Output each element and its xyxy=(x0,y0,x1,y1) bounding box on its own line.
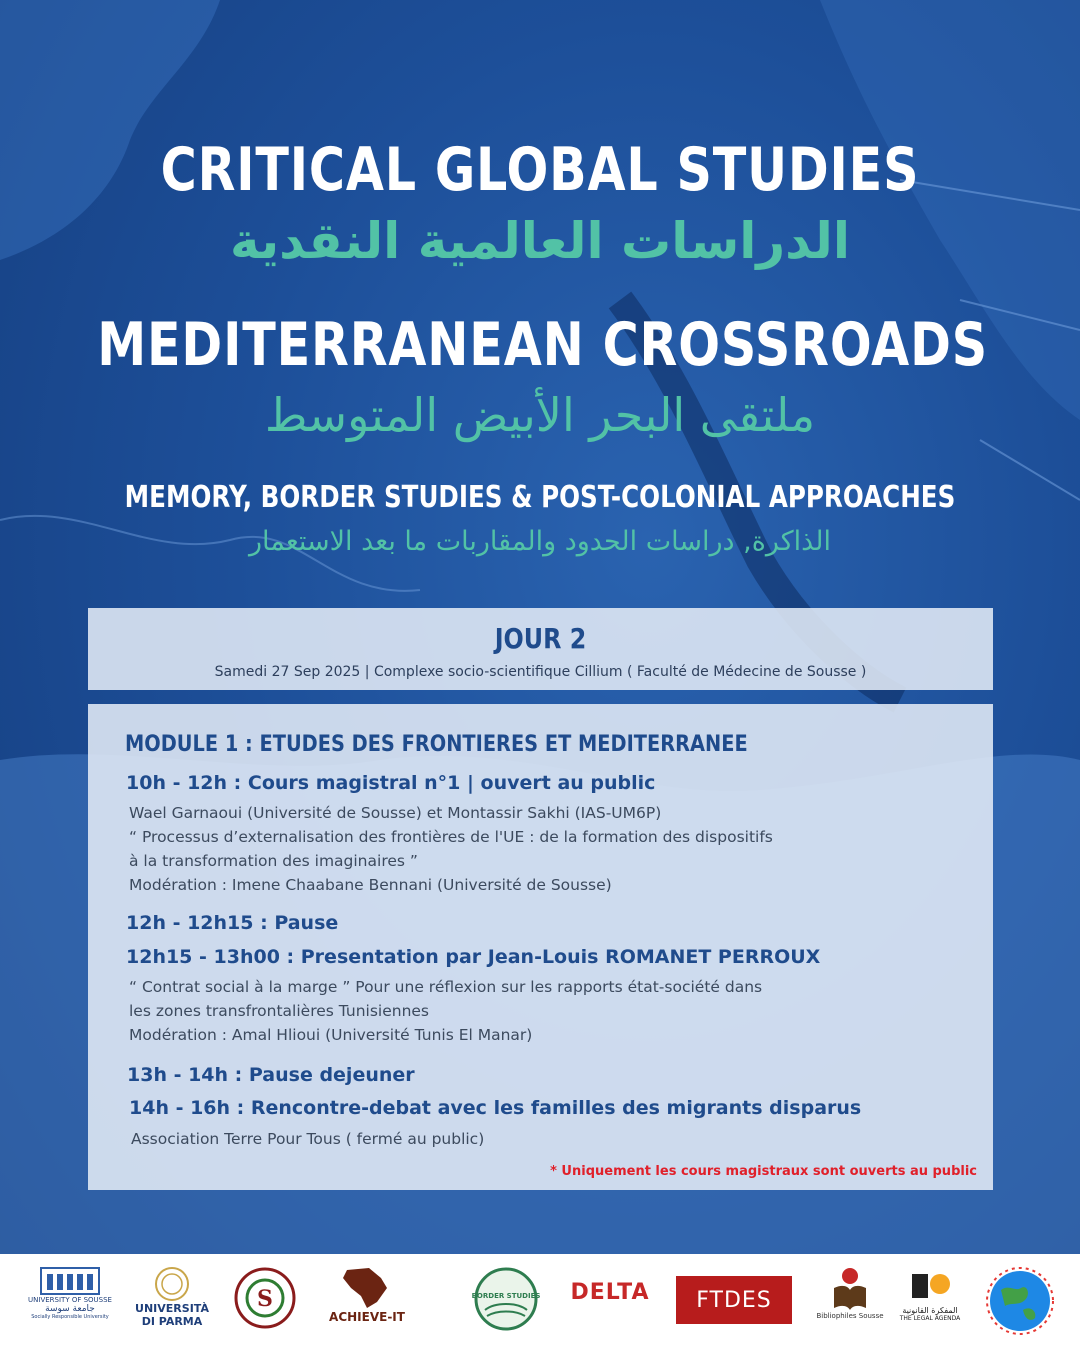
slot-3-heading: 12h15 - 13h00 : Presentation par Jean-Louis ROMANET PERROUX xyxy=(126,946,821,968)
sousse-emblem-icon xyxy=(37,1266,103,1296)
slot-1-speakers: Wael Garnaoui (Université de Sousse) et Montassir Sakhi (IAS-UM6P) xyxy=(129,804,662,822)
sousse-caption-2: جامعة سوسة xyxy=(45,1304,95,1314)
legal-agenda-caption-en: THE LEGAL AGENDA xyxy=(899,1315,961,1322)
ftdes-caption: FTDES xyxy=(696,1287,772,1313)
svg-text:S: S xyxy=(257,1286,273,1312)
delta-caption: DELTA xyxy=(570,1280,650,1305)
achieve-it-logo xyxy=(322,1266,412,1324)
slot-2-heading: 12h - 12h15 : Pause xyxy=(126,912,339,934)
medicine-faculty-logo xyxy=(230,1266,300,1330)
terre-pour-tous-logo xyxy=(982,1266,1058,1336)
subtitle-ar: ملتقى البحر الأبيض المتوسط xyxy=(264,388,816,442)
program-panel xyxy=(88,704,993,1190)
slot-1-moderation: Modération : Imene Chaabane Bennani (Université de Sousse) xyxy=(129,876,612,894)
border-studies-caption: BORDER STUDIES xyxy=(471,1292,541,1300)
globe-icon xyxy=(985,1266,1055,1336)
legal-agenda-icon xyxy=(906,1266,954,1306)
parma-seal-icon xyxy=(154,1266,190,1302)
day-title: JOUR 2 xyxy=(494,622,587,655)
border-studies-logo xyxy=(470,1266,542,1332)
sousse-caption-3: Socially Responsible University xyxy=(31,1314,109,1320)
bibliophiles-logo xyxy=(812,1266,888,1320)
slot-3-moderation: Modération : Amal Hlioui (Université Tunis El Manar) xyxy=(129,1026,533,1044)
theme-en: MEMORY, BORDER STUDIES & POST-COLONIAL APPROACHES xyxy=(124,480,956,515)
title-en: CRITICAL GLOBAL STUDIES xyxy=(160,135,920,205)
slot-1-heading: 10h - 12h : Cours magistral n°1 | ouvert au public xyxy=(126,772,656,794)
slot-5-heading: 14h - 16h : Rencontre-debat avec les familles des migrants disparus xyxy=(129,1097,862,1119)
achieve-it-caption: ACHIEVE-IT xyxy=(329,1310,405,1324)
legal-agenda-logo xyxy=(894,1266,966,1322)
subtitle-en: MEDITERRANEAN CROSSROADS xyxy=(97,310,989,380)
theme-ar: الذاكرة, دراسات الحدود والمقاربات ما بعد الاستعمار xyxy=(248,526,832,557)
slot-1-title-line-1: “ Processus d’externalisation des frontières de l'UE : de la formation des dispositifs xyxy=(129,828,773,846)
slot-1-title-line-2: à la transformation des imaginaires ” xyxy=(129,852,418,870)
university-of-sousse-logo xyxy=(30,1266,110,1320)
day-panel xyxy=(88,608,993,690)
ftdes-logo xyxy=(676,1276,792,1324)
parma-caption-2: DI PARMA xyxy=(141,1315,203,1328)
public-note: * Uniquement les cours magistraux sont ouverts au public xyxy=(550,1164,977,1179)
slot-4-heading: 13h - 14h : Pause dejeuner xyxy=(127,1064,415,1086)
bibliophiles-caption: Bibliophiles Sousse xyxy=(816,1312,884,1320)
medicine-seal-icon xyxy=(233,1266,297,1330)
africa-map-icon xyxy=(337,1266,397,1310)
day-info: Samedi 27 Sep 2025 | Complexe socio-scientifique Cillium ( Faculté de Médecine de Sousse ) xyxy=(214,664,867,680)
legal-agenda-caption-ar: المفكرة القانونية xyxy=(902,1306,958,1315)
delta-logo xyxy=(560,1280,660,1305)
book-icon xyxy=(830,1266,870,1312)
parma-logo xyxy=(132,1266,212,1328)
slot-5-detail: Association Terre Pour Tous ( fermé au public) xyxy=(131,1130,485,1148)
parma-caption-1: UNIVERSITÀ xyxy=(135,1302,209,1315)
sousse-caption-1: UNIVERSITY OF SOUSSE xyxy=(28,1296,112,1304)
title-ar: الدراسات العالمية النقدية xyxy=(230,212,850,270)
slot-3-title-line-2: les zones transfrontalières Tunisiennes xyxy=(129,1002,430,1020)
module-title: MODULE 1 : ETUDES DES FRONTIERES ET MEDITERRANEE xyxy=(125,732,748,757)
partner-logos xyxy=(0,1254,1080,1350)
slot-3-title-line-1: “ Contrat social à la marge ” Pour une réflexion sur les rapports état-société dans xyxy=(129,978,763,996)
